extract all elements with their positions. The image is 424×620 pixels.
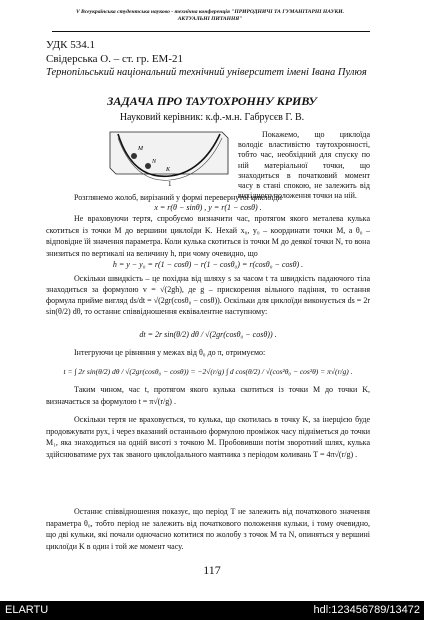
formula-integral: t = ∫ 2r sin(θ/2) dθ / √(2gr(cosθ₀ − cosθ)) = −2√(r/g) ∫ d cos(θ/2) / √(cos²θ₀ − cos²θ) = π√(r/g) . — [63, 367, 353, 376]
paper-title: ЗАДАЧА ПРО ТАУТОХРОННУ КРИВУ — [107, 94, 317, 108]
paragraph-7: Останнє співвідношення показує, що період T не залежить від початкового значення параметра θ₀, тобто період не залежить від початкового положення кульки, і тому очевидно, що дві кульки, які почали одночасно котитися по жолобу з точок M та N, опиняться у вершині циклоїди K в один і той же момент часу. — [46, 507, 370, 551]
label-m: M — [138, 146, 143, 152]
author: Свідерська О. – ст. гр. ЕМ-21 — [46, 53, 184, 65]
paragraph-4: Інтегруючи це рівняння у межах від θ₀ до π, отримуємо: — [74, 348, 266, 357]
paragraph-5: Таким чином, час t, протягом якого кулька скотиться із точки M до точки K, визначається за формулою t = π√(r/g) . — [46, 385, 370, 406]
paragraph-3: Оскільки швидкість – це похідна від шляху s за часом t та швидкість падаючого тіла знаходиться за формулою v = √(2gh), де g – прискорення вільного падіння, то остання формула прийме вигляд ds/dt = √(2gr(cosθ₀ − cosθ)). Оскільки для циклоїди виконується ds = 2r sin(θ/2) dθ, то останнє співвідношення еквівалентне наступному: — [46, 274, 370, 316]
formula-cycloid: x = r(θ − sinθ) , y = r(1 − cosθ) . — [154, 203, 262, 212]
conference-header-line2: АКТУАЛЬНІ ПИТАННЯ" — [177, 16, 243, 22]
ball-m — [131, 153, 137, 159]
footer-repository: ELARTU — [5, 604, 49, 616]
formula-dt: dt = 2r sin(θ/2) dθ / √(2gr(cosθ₀ − cosθ)) . — [139, 330, 277, 339]
paragraph-2: Не враховуючи тертя, спробуємо визначити час, протягом якого металева кулька скотиться із точки M до вершини циклоїди K. Нехай x₀, y₀ – координати точки M, а θ₀ – відповідне їй значення параметра. Коли кулька скотиться із точки M до деякої точки N, то вона знизиться по вертикалі на величину h, при чому очевидно, що — [46, 214, 370, 258]
intro-paragraph: Покажемо, що циклоїда володіє властивістю таутохронності, тобто час, необхідний для спуску по ній матеріальної точки, що знаходиться в початковий момент часу в стані спокою, не залежить від вихідного положення точки на ній. — [238, 130, 370, 201]
cycloid-trough-figure — [104, 124, 232, 190]
header-divider — [52, 31, 370, 32]
scientific-advisor: Науковий керівник: к.ф.-м.н. Габрусєв Г. В. — [119, 112, 305, 123]
udk-code: УДК 534.1 — [46, 39, 96, 51]
label-figure-number: 1 — [168, 180, 172, 188]
page-number: 117 — [203, 563, 221, 577]
conference-header-line1: V Всеукраїнська студентська науково - технічна конференція "ПРИРОДНИЧІ ТА ГУМАНІТАРНІ НАУКИ. — [75, 9, 345, 15]
label-n: N — [152, 159, 157, 165]
label-k: K — [166, 167, 171, 173]
affiliation: Тернопільський національний технічний університет імені Івана Пулюя — [46, 67, 367, 78]
paragraph-1: Розглянемо жолоб, вирізаний у формі перевернутої циклоїди — [74, 193, 282, 202]
ball-n — [145, 163, 151, 169]
paragraph-6: Оскільки тертя не враховується, то кулька, що скотилась в точку K, за інерцією буде продовжувати рух, і через вказаний останньою формулою проміжок часу підніметься до точки M₁, яка знаходиться на одній висоті з точкою M. Пробовивши потім зворотний шлях, кулька здійснюватиме рух так званого циклоїдального маятника з періодом коливань T = 4π√(r/g) . — [46, 415, 370, 459]
conference-header — [52, 9, 368, 23]
formula-height: h = y − y₀ = r(1 − cosθ) − r(1 − cosθ₀) = r(cosθ₀ − cosθ) . — [112, 260, 304, 269]
footer-handle: hdl:123456789/13472 — [313, 604, 420, 616]
